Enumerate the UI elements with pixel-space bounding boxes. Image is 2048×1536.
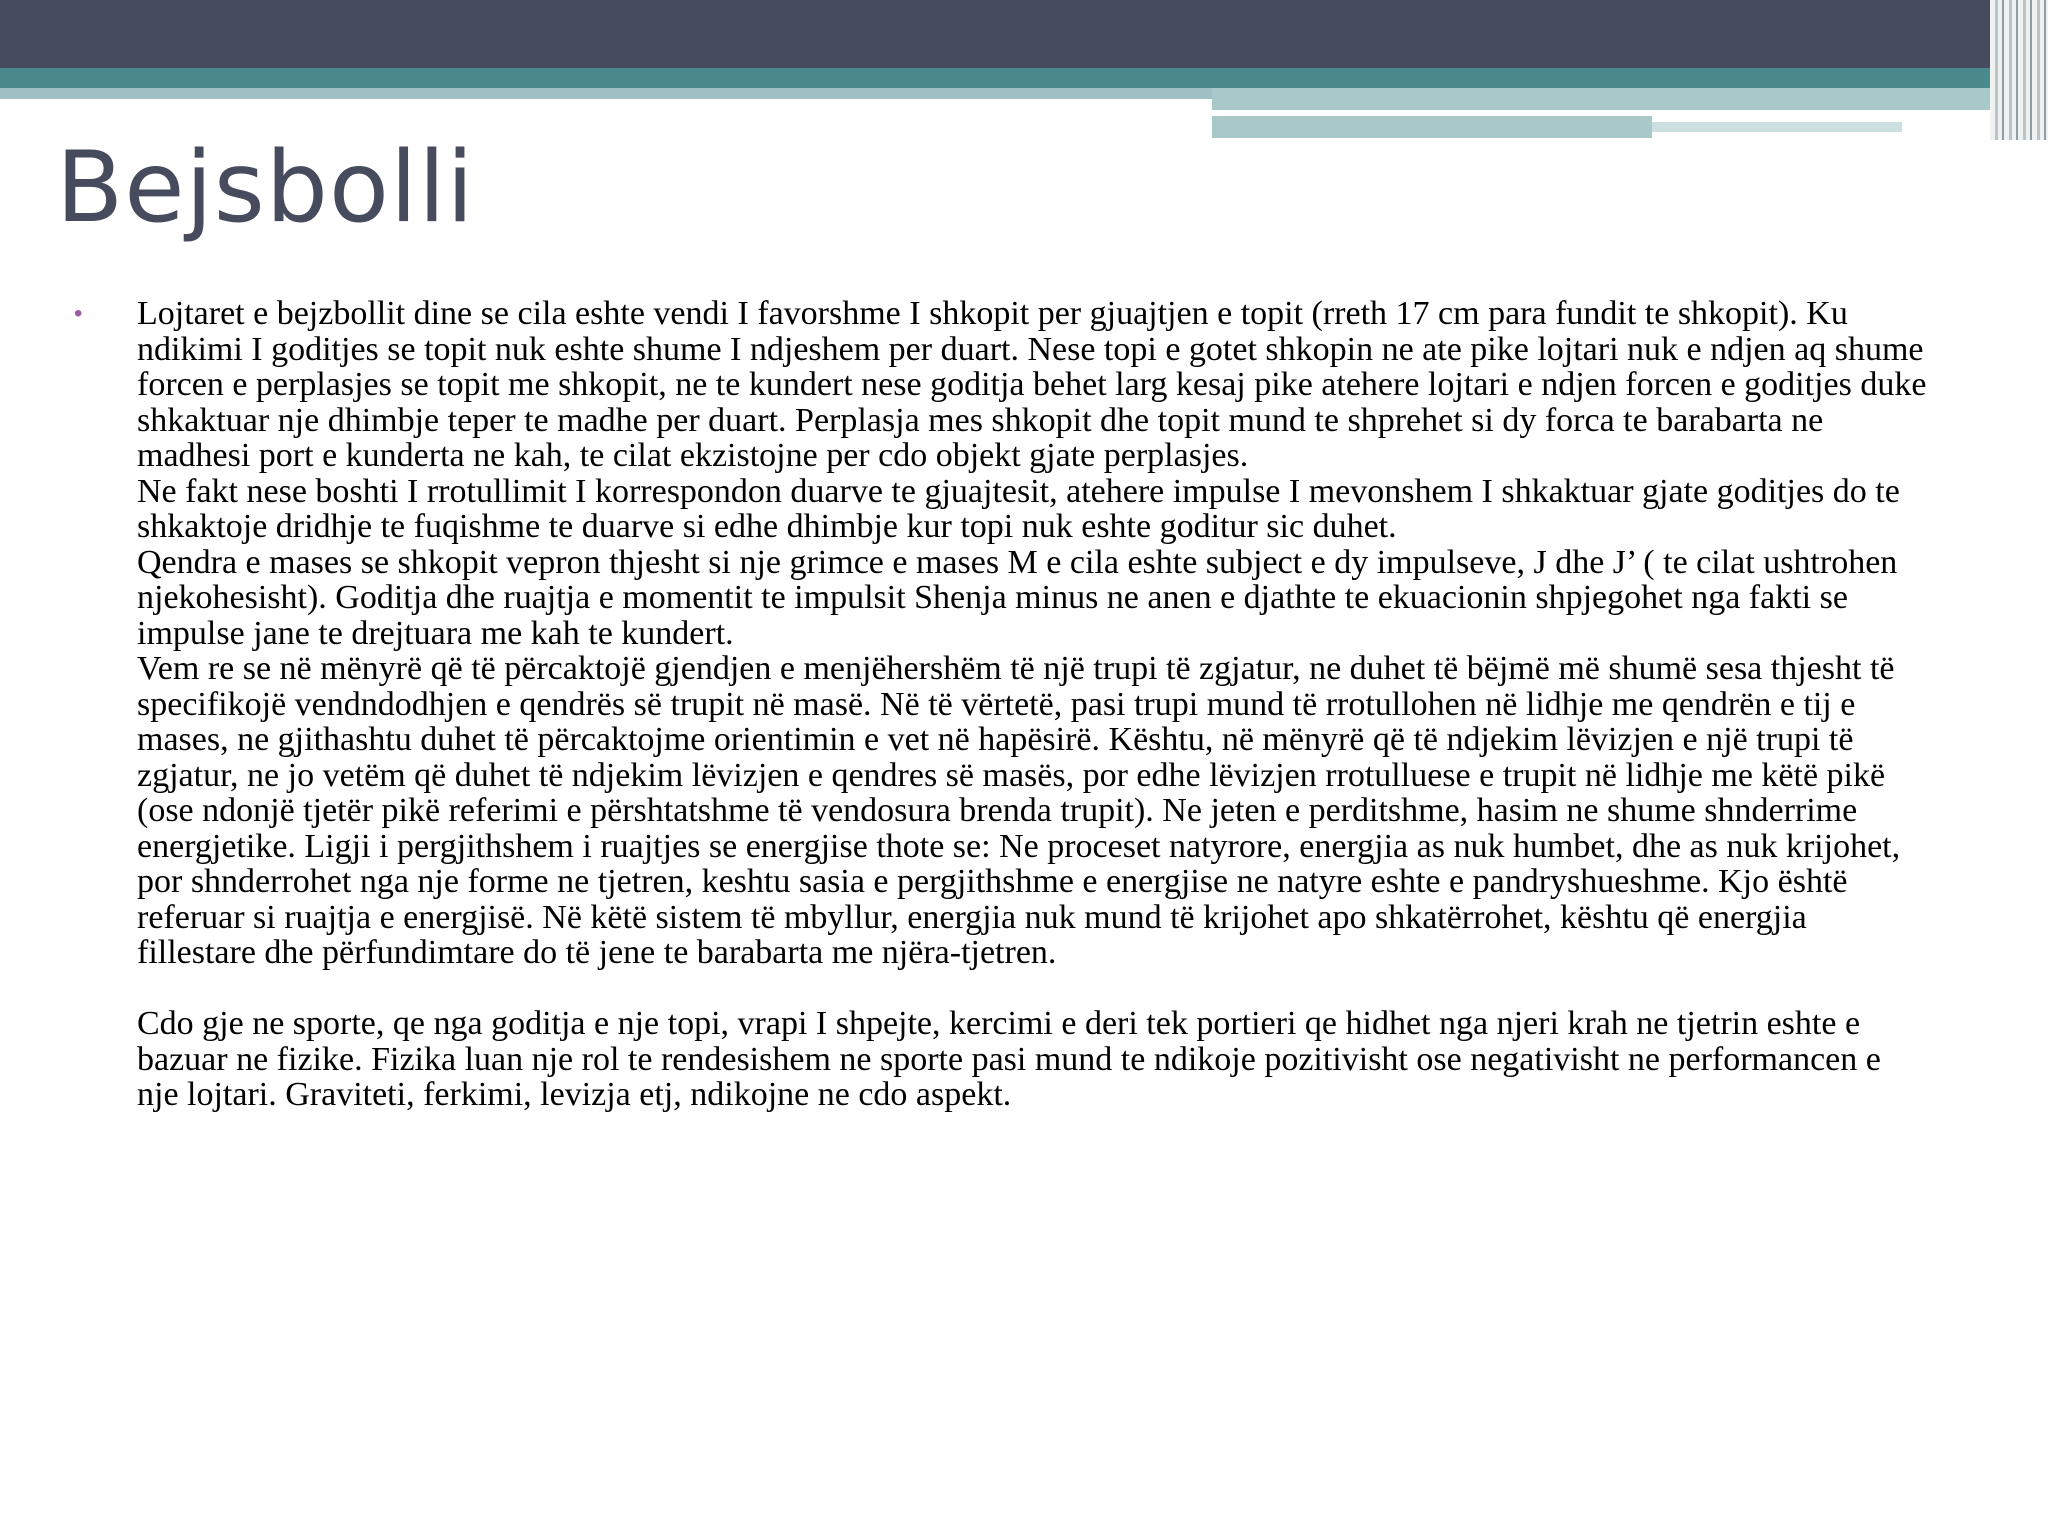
slide-title: Bejsbolli	[56, 131, 475, 245]
paragraph-spacer	[137, 971, 1930, 1007]
header-band-dark	[0, 0, 2048, 68]
header-band-light-right	[1212, 88, 2048, 110]
paragraph-energy-conservation: Vem re se në mënyrë që të përcaktojë gjendjen e menjëhershëm të një trupi të zgjatur, ne duhet të bëjmë më shumë sesa thjesht të specifikojë vendndodhjen e qendrës së trupit në masë. Në të vërtetë, pasi trupi mund të rrotullohen në lidhje me qendrën e tij e mases, ne gjithashtu duhet të përcaktojme orientimin e vet në hapësirë. Kështu, në mënyrë që të ndjekim lëvizjen e një trupi të zgjatur, ne jo vetëm që duhet të ndjekim lëvizjen e qendres së masës, por edhe lëvizjen rrotulluese e trupit në lidhje me këtë pikë (ose ndonjë tjetër pikë referimi e përshtatshme të vendosura brenda trupit). Ne jeten e perditshme, hasim ne shume shnderrime energjetike. Ligji i pergjithshem i ruajtjes se energjise thote se: Ne proceset natyrore, energjia as nuk humbet, dhe as nuk krijohet, por shnderrohet nga nje forme ne tjetren, keshtu sasia e pergjithshme e energjise ne natyre eshte e pandryshueshme. Kjo është referuar si ruajtja e energjisë. Në këtë sistem të mbyllur, energjia nuk mund të krijohet apo shkatërrohet, kështu që energjia fillestare dhe përfundimtare do të jene te barabarta me njëra-tjetren.	[137, 650, 1901, 971]
header-band-strip-faint	[1652, 122, 1902, 132]
paragraph-baseball-bat: Lojtaret e bejzbollit dine se cila eshte vendi I favorshme I shkopit per gjuajtjen e topit (rreth 17 cm para fundit te shkopit). Ku ndikimi I goditjes se topit nuk eshte shume I ndjeshem per duart. Nese topi e gotet shkopin ne ate pike lojtari nuk e ndjen aq shume forcen e perplasjes se topit me shkopit, ne te kundert nese goditja behet larg kesaj pike atehere lojtari e ndjen forcen e goditjes duke shkaktuar nje dhimbje teper te madhe per duart. Perplasja mes shkopit dhe topit mund te shprehet si dy forca te barabarta ne madhesi port e kunderta ne kah, te cilat ekzistojne per cdo objekt gjate perplasjes.	[137, 295, 1927, 474]
paragraph-physics-in-sports: Cdo gje ne sporte, qe nga goditja e nje topi, vrapi I shpejte, kercimi e deri tek portieri qe hidhet nga njeri krah ne tjetrin eshte e bazuar ne fizike. Fizika luan nje rol te rendesishem ne sporte pasi mund te ndikoje pozitivisht ose negativisht ne performancen e nje lojtari. Graviteti, ferkimi, levizja etj, ndikojne ne cdo aspekt.	[137, 1005, 1881, 1113]
header-band-light	[0, 88, 1212, 99]
paragraph-rotation-axis: Ne fakt nese boshti I rrotullimit I korrespondon duarve te gjuajtesit, atehere impulse I mevonshem I shkaktuar gjate goditjes do te shkaktoje dridhje te fuqishme te duarve si edhe dhimbje kur topi nuk eshte goditur sic duhet.	[137, 472, 1900, 545]
header-band-strip	[1212, 116, 1652, 138]
header-vertical-stripes	[1990, 0, 2048, 140]
slide-body	[74, 296, 1930, 1113]
bullet-item	[74, 296, 1930, 1113]
header-band-teal	[0, 68, 2048, 88]
bullet-text	[137, 296, 1930, 1113]
bullet-icon: •	[74, 300, 83, 327]
paragraph-center-of-mass: Qendra e mases se shkopit vepron thjesht si nje grimce e mases M e cila eshte subject e dy impulseve, J dhe J’ ( te cilat ushtrohen njekohesisht). Goditja dhe ruajtja e momentit te impulsit Shenja minus ne anen e djathte te ekuacionin shpjegohet nga fakti se impulse jane te drejtuara me kah te kundert.	[137, 543, 1898, 652]
